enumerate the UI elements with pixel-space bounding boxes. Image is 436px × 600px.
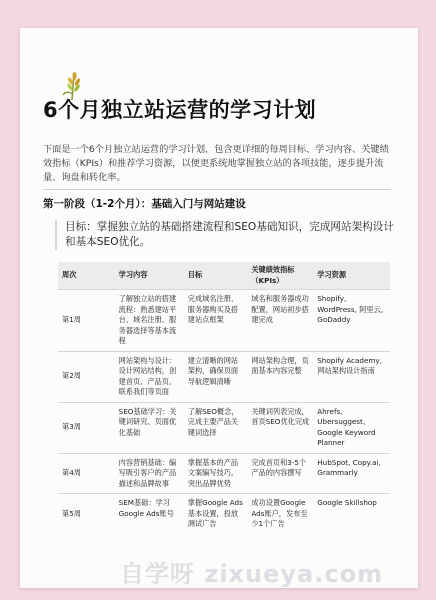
- header-resources: 学习资源: [313, 262, 390, 290]
- cell-kpi: 完成首页和3-5个产品的内容撰写: [247, 453, 313, 494]
- cell-week: 第3周: [58, 402, 115, 453]
- goal-quote: 目标：掌握独立站的基础搭建流程和SEO基础知识，完成网站架构设计和基本SEO优化。: [55, 220, 400, 250]
- intro-paragraph: 下面是一个6个月独立站运营的学习计划，包含更详细的每周目标、学习内容、关键绩效指标（KPIs）和推荐学习资源，以便更系统地掌握独立站的各项技能，逐步提升流量、询盘和转化率。: [43, 144, 389, 183]
- cell-week: 第1周: [58, 290, 115, 352]
- cell-content: SEM基础：学习Google Ads账号: [115, 494, 184, 534]
- cell-content: 了解独立站的搭建流程：熟悉建站平台、域名注册、服务器选择等基本流程: [115, 290, 184, 352]
- section-heading: 第一阶段（1-2个月）：基础入门与网站建设: [43, 198, 246, 210]
- cell-kpi: 关键词列表完成，首页SEO优化完成: [247, 402, 313, 453]
- cell-kpi: 成功设置Google Ads账户，发布至少1个广告: [247, 494, 313, 534]
- divider: [43, 189, 391, 190]
- header-week: 周次: [58, 262, 115, 290]
- cell-resources: Google Skillshop: [313, 494, 390, 534]
- cell-resources: Shopify Academy, 网站架构设计指南: [313, 351, 390, 402]
- cell-resources: HubSpot, Copy.ai, Grammarly: [313, 453, 390, 494]
- cell-kpi: 网站架构合理，页面基本内容完整: [247, 351, 313, 402]
- table-row: [58, 351, 390, 402]
- table-header-row: [58, 262, 390, 290]
- header-content: 学习内容: [115, 262, 184, 290]
- cell-resources: Ahrefs、Ubersuggest、Google Keyword Planner: [313, 402, 390, 453]
- page-title: 6个月独立站运营的学习计划: [43, 98, 317, 122]
- table-row: [58, 290, 390, 352]
- table-row: [58, 494, 390, 534]
- header-kpi: 关键绩效指标（KPIs）: [247, 262, 313, 290]
- cell-resources: Shopify, WordPress, 阿里云, GoDaddy: [313, 290, 390, 352]
- cell-content: 内容营销基础：编写吸引客户的产品描述和品牌故事: [115, 453, 184, 494]
- cell-goal: 建立清晰的网站架构，确保页面导航逻辑清晰: [184, 351, 248, 402]
- cell-week: 第5周: [58, 494, 115, 534]
- table-row: [58, 402, 390, 453]
- cell-week: 第4周: [58, 453, 115, 494]
- cell-content: SEO基础学习：关键词研究、页面优化基础: [115, 402, 184, 453]
- cell-kpi: 域名和服务器成功配置，网站初步搭建完成: [247, 290, 313, 352]
- cell-week: 第2周: [58, 351, 115, 402]
- cell-goal: 掌握基本的产品文案编写技巧，突出品牌优势: [184, 453, 248, 494]
- site-watermark: 自学呀 zixueya.com: [120, 560, 384, 588]
- cell-content: 网站架构与设计：设计网站结构，创建首页、产品页、联系我们等页面: [115, 351, 184, 402]
- table-row: [58, 453, 390, 494]
- plan-table: [58, 262, 390, 534]
- cell-goal: 完成域名注册、服务器购买及搭建站点框架: [184, 290, 248, 352]
- header-goal: 目标: [184, 262, 248, 290]
- cell-goal: 了解SEO概念，完成主要产品关键词选择: [184, 402, 248, 453]
- cell-goal: 掌握Google Ads基本设置，投放测试广告: [184, 494, 248, 534]
